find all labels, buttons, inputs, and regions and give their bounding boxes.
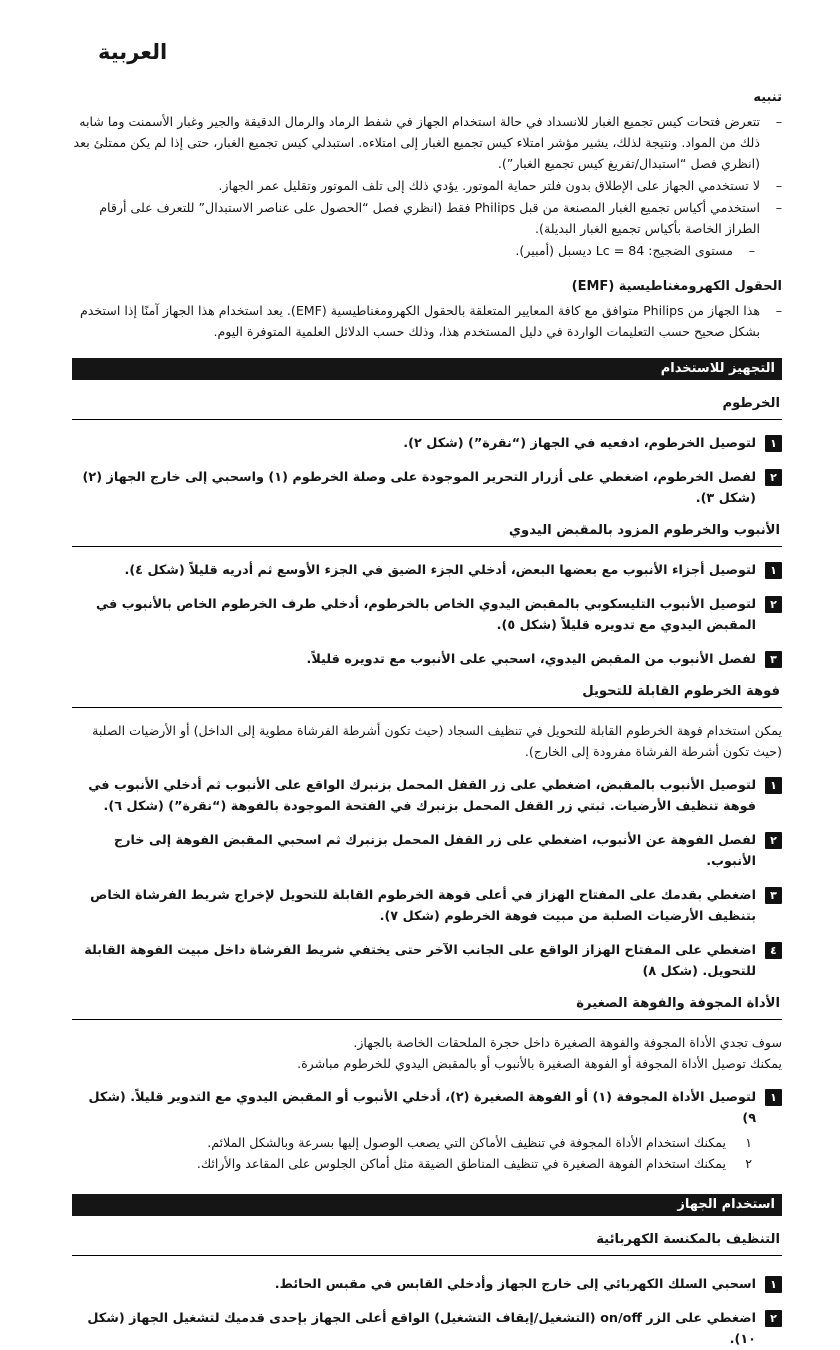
- step-text: لتوصيل الأداة المجوفة (١) أو الفوهة الصغيرة (٢)، أدخلي الأنبوب أو المقبض اليدوي مع التدوير قليلاً. (شكل ٩): [88, 1090, 756, 1126]
- step-text: لتوصيل الأنبوب بالمقبض، اضغطي على زر القفل المحمل بزنبرك الواقع على الأنبوب ثم أدخلي الأنبوب في فوهة تنظيف الأرضيات. ثبتي زر القفل المحمل بزنبرك في الفتحة الموجودة بالفوهة (“نقرة”) (شكل ٦).: [88, 778, 756, 814]
- subsection-vacuuming: [72, 1222, 782, 1350]
- bullet-dash-icon: –: [775, 303, 782, 318]
- substep-number: ١: [745, 1135, 752, 1150]
- substep-number: ٢: [745, 1156, 752, 1171]
- step-number-badge: ١: [765, 777, 782, 794]
- step-number-badge: ٣: [765, 651, 782, 668]
- section-preparing-for-use: [72, 358, 782, 1174]
- substep-text: يمكنك استخدام الأداة المجوفة في تنظيف الأماكن التي يصعب الوصول إليها بسرعة وبالشكل الملائم.: [207, 1135, 726, 1150]
- step-text: اسحبي السلك الكهربائي إلى خارج الجهاز وأدخلي القابس في مقبس الحائط.: [274, 1277, 756, 1292]
- section-bar: استخدام الجهاز: [72, 1194, 782, 1216]
- caution-bullet: [72, 111, 782, 174]
- substep-row: [72, 1153, 752, 1174]
- substep-list: [72, 1132, 782, 1174]
- intro-paragraph: سوف تجدي الأداة المجوفة والفوهة الصغيرة داخل حجرة الملحقات الخاصة بالجهاز.: [353, 1035, 782, 1050]
- subsection-convertible-nozzle: [72, 674, 782, 986]
- subsection-title: الأنبوب والخرطوم المزود بالمقبض اليدوي: [72, 513, 782, 547]
- step-number-badge: ٤: [765, 942, 782, 959]
- section-bar: التجهيز للاستخدام: [72, 358, 782, 380]
- step-number-badge: ١: [765, 435, 782, 452]
- subsection-title: التنظيف بالمكنسة الكهربائية: [72, 1222, 782, 1256]
- intro-paragraph: يمكن استخدام فوهة الخرطوم القابلة للتحويل في تنظيف السجاد (حيث تكون أشرطة الفرشاة مطوية إلى الداخل) أو الأرضيات الصلبة (حيث تكون أشرطة الفرشاة مفرودة إلى الخارج).: [92, 723, 782, 759]
- step-number-badge: ٢: [765, 469, 782, 486]
- subsection-crevice-tool: [72, 986, 782, 1174]
- language-title: العربية: [98, 40, 168, 64]
- subsection-title: الخرطوم: [72, 386, 782, 420]
- bullet-dash-icon: –: [775, 178, 782, 193]
- emf-bullet: [72, 300, 782, 342]
- bullet-dash-icon: –: [775, 114, 782, 129]
- substep-row: [72, 1132, 752, 1153]
- step-text: لتوصيل الخرطوم، ادفعيه في الجهاز (“نقرة”) (شكل ٢).: [403, 436, 756, 451]
- step-text: اضغطي بقدمك على المفتاح الهزاز في أعلى فوهة الخرطوم القابلة للتحويل لإخراج شريط الفرشاة الخاص بتنظيف الأرضيات الصلبة من مبيت فوهة الخرطوم (شكل ٧).: [90, 888, 756, 924]
- step-row: [72, 1274, 782, 1295]
- step-row: [72, 830, 782, 872]
- step-number-badge: ١: [765, 1276, 782, 1293]
- step-number-badge: ٢: [765, 1310, 782, 1327]
- step-row: [72, 594, 782, 636]
- caution-bullet: [72, 197, 782, 239]
- step-row: [72, 775, 782, 817]
- caution-bullet-noise-level: [72, 240, 782, 261]
- step-row: [72, 1087, 782, 1129]
- caution-bullet-text: مستوى الضجيج: Lc = 84 ديسبل (أمبير).: [515, 243, 733, 258]
- intro-paragraph: يمكنك توصيل الأداة المجوفة أو الفوهة الصغيرة بالأنبوب أو بالمقبض اليدوي للخرطوم مباشرة.: [297, 1056, 782, 1071]
- step-row: [72, 560, 782, 581]
- step-text: اضغطي على المفتاح الهزاز الواقع على الجانب الآخر حتى يختفي شريط الفرشاة داخل مبيت الفوهة القابلة للتحويل. (شكل ٨): [84, 943, 756, 979]
- section-using-appliance: [72, 1194, 782, 1350]
- substep-text: يمكنك استخدام الفوهة الصغيرة في تنظيف المناطق الضيقة مثل أماكن الجلوس على المقاعد والأرائك.: [196, 1156, 726, 1171]
- bullet-dash-icon: –: [775, 200, 782, 215]
- step-text: اضغطي على الزر on/off (التشغيل/إيقاف التشغيل) الواقع أعلى الجهاز بإحدى قدميك لتشغيل الجهاز (شكل ١٠).: [87, 1311, 756, 1347]
- step-text: لفصل الأنبوب من المقبض اليدوي، اسحبي على الأنبوب مع تدويره قليلاً.: [306, 652, 756, 667]
- subsection-tube-handgrip: [72, 513, 782, 674]
- step-row: [72, 433, 782, 454]
- step-number-badge: ٢: [765, 832, 782, 849]
- bullet-dash-icon: –: [748, 243, 755, 258]
- step-row: [72, 467, 782, 509]
- step-row: [72, 885, 782, 927]
- caution-section: [72, 88, 782, 342]
- subsection-title: فوهة الخرطوم القابلة للتحويل: [72, 674, 782, 708]
- step-text: لفصل الخرطوم، اضغطي على أزرار التحرير الموجودة على وصلة الخرطوم (١) واسحبي إلى خارج الجهاز (٢) (شكل ٣).: [82, 470, 756, 506]
- caution-bullet: [72, 175, 782, 196]
- step-number-badge: ٣: [765, 887, 782, 904]
- subsection-hose: [72, 386, 782, 513]
- caution-bullet-text: لا تستخدمي الجهاز على الإطلاق بدون فلتر حماية الموتور. يؤدي ذلك إلى تلف الموتور وتقليل عمر الجهاز.: [218, 178, 760, 193]
- step-row: [72, 940, 782, 982]
- subsection-title: الأداة المجوفة والفوهة الصغيرة: [72, 986, 782, 1020]
- step-row: [72, 649, 782, 670]
- caution-bullet-text: تتعرض فتحات كيس تجميع الغبار للانسداد في حالة استخدام الجهاز في شفط الرماد والرمال الدقيقة والجير وغبار الأسمنت وما شابه ذلك من المواد. ونتيجة لذلك، يشير مؤشر امتلاء كيس تجميع الغبار إلى امتلاءه. استبدلي كيس تجميع الغبار، حتى إذا لم يكن ممتلئ بعد (انظري فصل “استبدال/تفريغ كيس تجميع الغبار”).: [73, 114, 760, 171]
- emf-bullet-text: هذا الجهاز من Philips متوافق مع كافة المعايير المتعلقة بالحقول الكهرومغناطيسية (EMF). يعد استخدام هذا الجهاز آمنًا إذا استخدم بشكل صحيح حسب التعليمات الواردة في دليل المستخدم هذا، وذلك حسب الدلائل العلمية المتوفرة اليوم.: [79, 303, 760, 339]
- step-number-badge: ١: [765, 562, 782, 579]
- caution-title: تنبيه: [753, 90, 782, 105]
- caution-bullet-text: استخدمي أكياس تجميع الغبار المصنعة من قبل Philips فقط (انظري فصل “الحصول على عناصر الاستبدال” للتعرف على أرقام الطراز الخاصة بأكياس تجميع الغبار البديلة).: [99, 200, 760, 236]
- step-text: لفصل الفوهة عن الأنبوب، اضغطي على زر القفل المحمل بزنبرك ثم اسحبي المقبض الفوهة إلى خارج الأنبوب.: [113, 833, 756, 869]
- emf-title: الحقول الكهرومغناطيسية (EMF): [571, 279, 782, 294]
- step-row: [72, 1308, 782, 1350]
- step-text: لتوصيل أجزاء الأنبوب مع بعضها البعض، أدخلي الجزء الضيق في الجزء الأوسع ثم أدريه قليلاً (شكل ٤).: [124, 563, 756, 578]
- step-number-badge: ٢: [765, 596, 782, 613]
- step-text: لتوصيل الأنبوب التليسكوبي بالمقبض اليدوي الخاص بالخرطوم، أدخلي طرف الخرطوم الخاص بالأنبوب في المقبض اليدوي مع تدويره قليلاً (شكل ٥).: [95, 597, 756, 633]
- step-number-badge: ١: [765, 1089, 782, 1106]
